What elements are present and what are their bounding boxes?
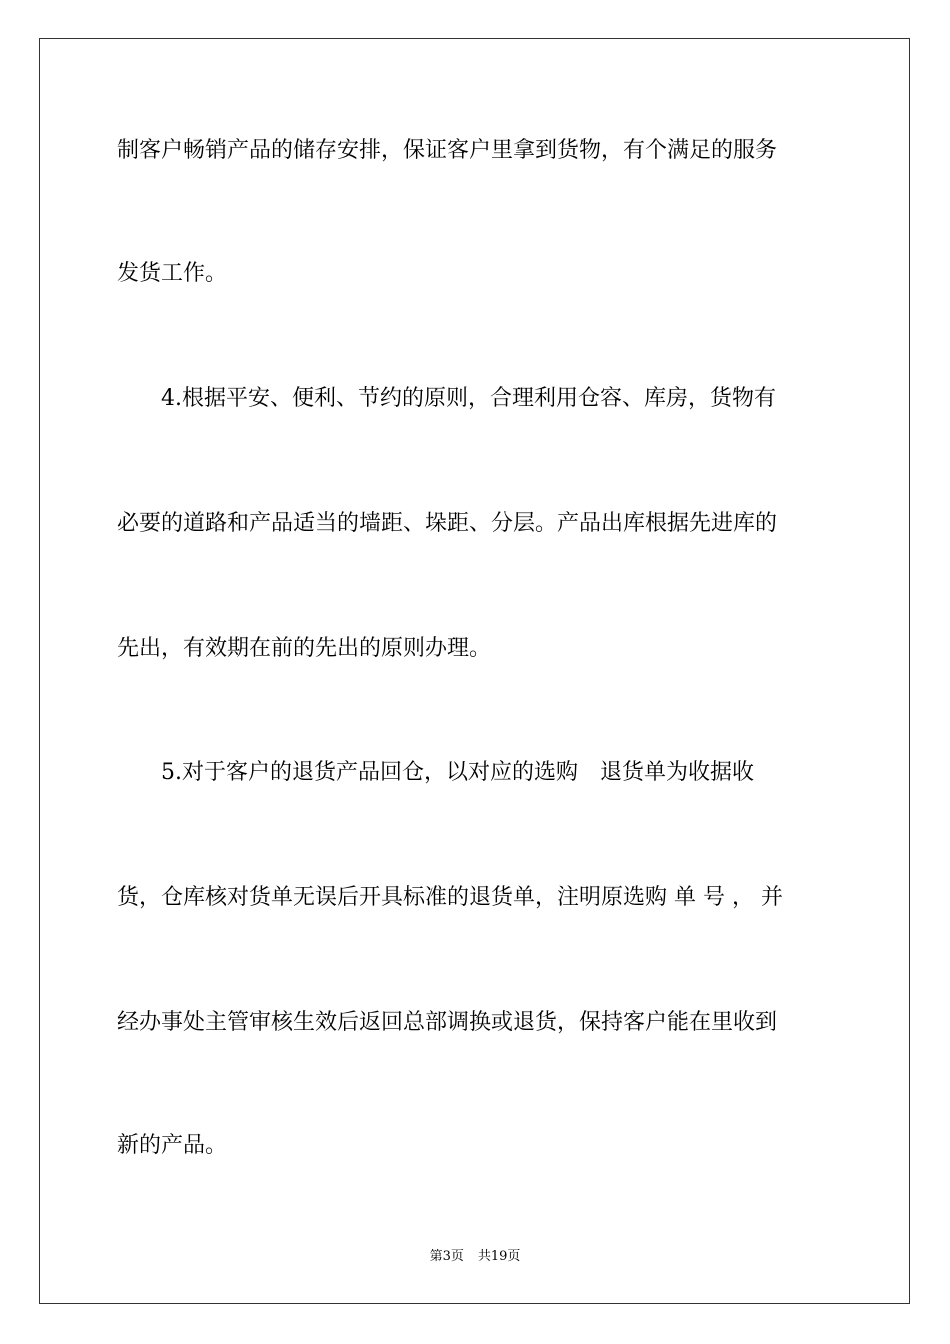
body-line-1: 制客户畅销产品的储存安排，保证客户里拿到货物，有个满足的服务 xyxy=(117,138,778,163)
page-number-current: 第3页 xyxy=(429,1249,464,1264)
body-line-7: 货，仓库核对货单无误后开具标准的退货单，注明原选购 单 号 ， 并 xyxy=(117,885,783,910)
body-line-4: 必要的道路和产品适当的墙距、垛距、分层。产品出库根据先进库的 xyxy=(117,511,778,536)
body-line-9: 新的产品。 xyxy=(117,1133,228,1158)
body-line-3: 4.根据平安、便利、节约的原则，合理利用仓容、库房，货物有 xyxy=(117,386,776,411)
page-frame xyxy=(39,38,910,1304)
body-line-5: 先出，有效期在前的先出的原则办理。 xyxy=(117,636,492,661)
page-footer xyxy=(0,1248,950,1266)
page-number-total: 共19页 xyxy=(477,1249,521,1264)
body-line-2: 发货工作。 xyxy=(117,261,228,286)
body-line-8: 经办事处主管审核生效后返回总部调换或退货，保持客户能在里收到 xyxy=(117,1010,778,1035)
body-line-6: 5.对于客户的退货产品回仓，以对应的选购 退货单为收据收 xyxy=(117,760,754,785)
